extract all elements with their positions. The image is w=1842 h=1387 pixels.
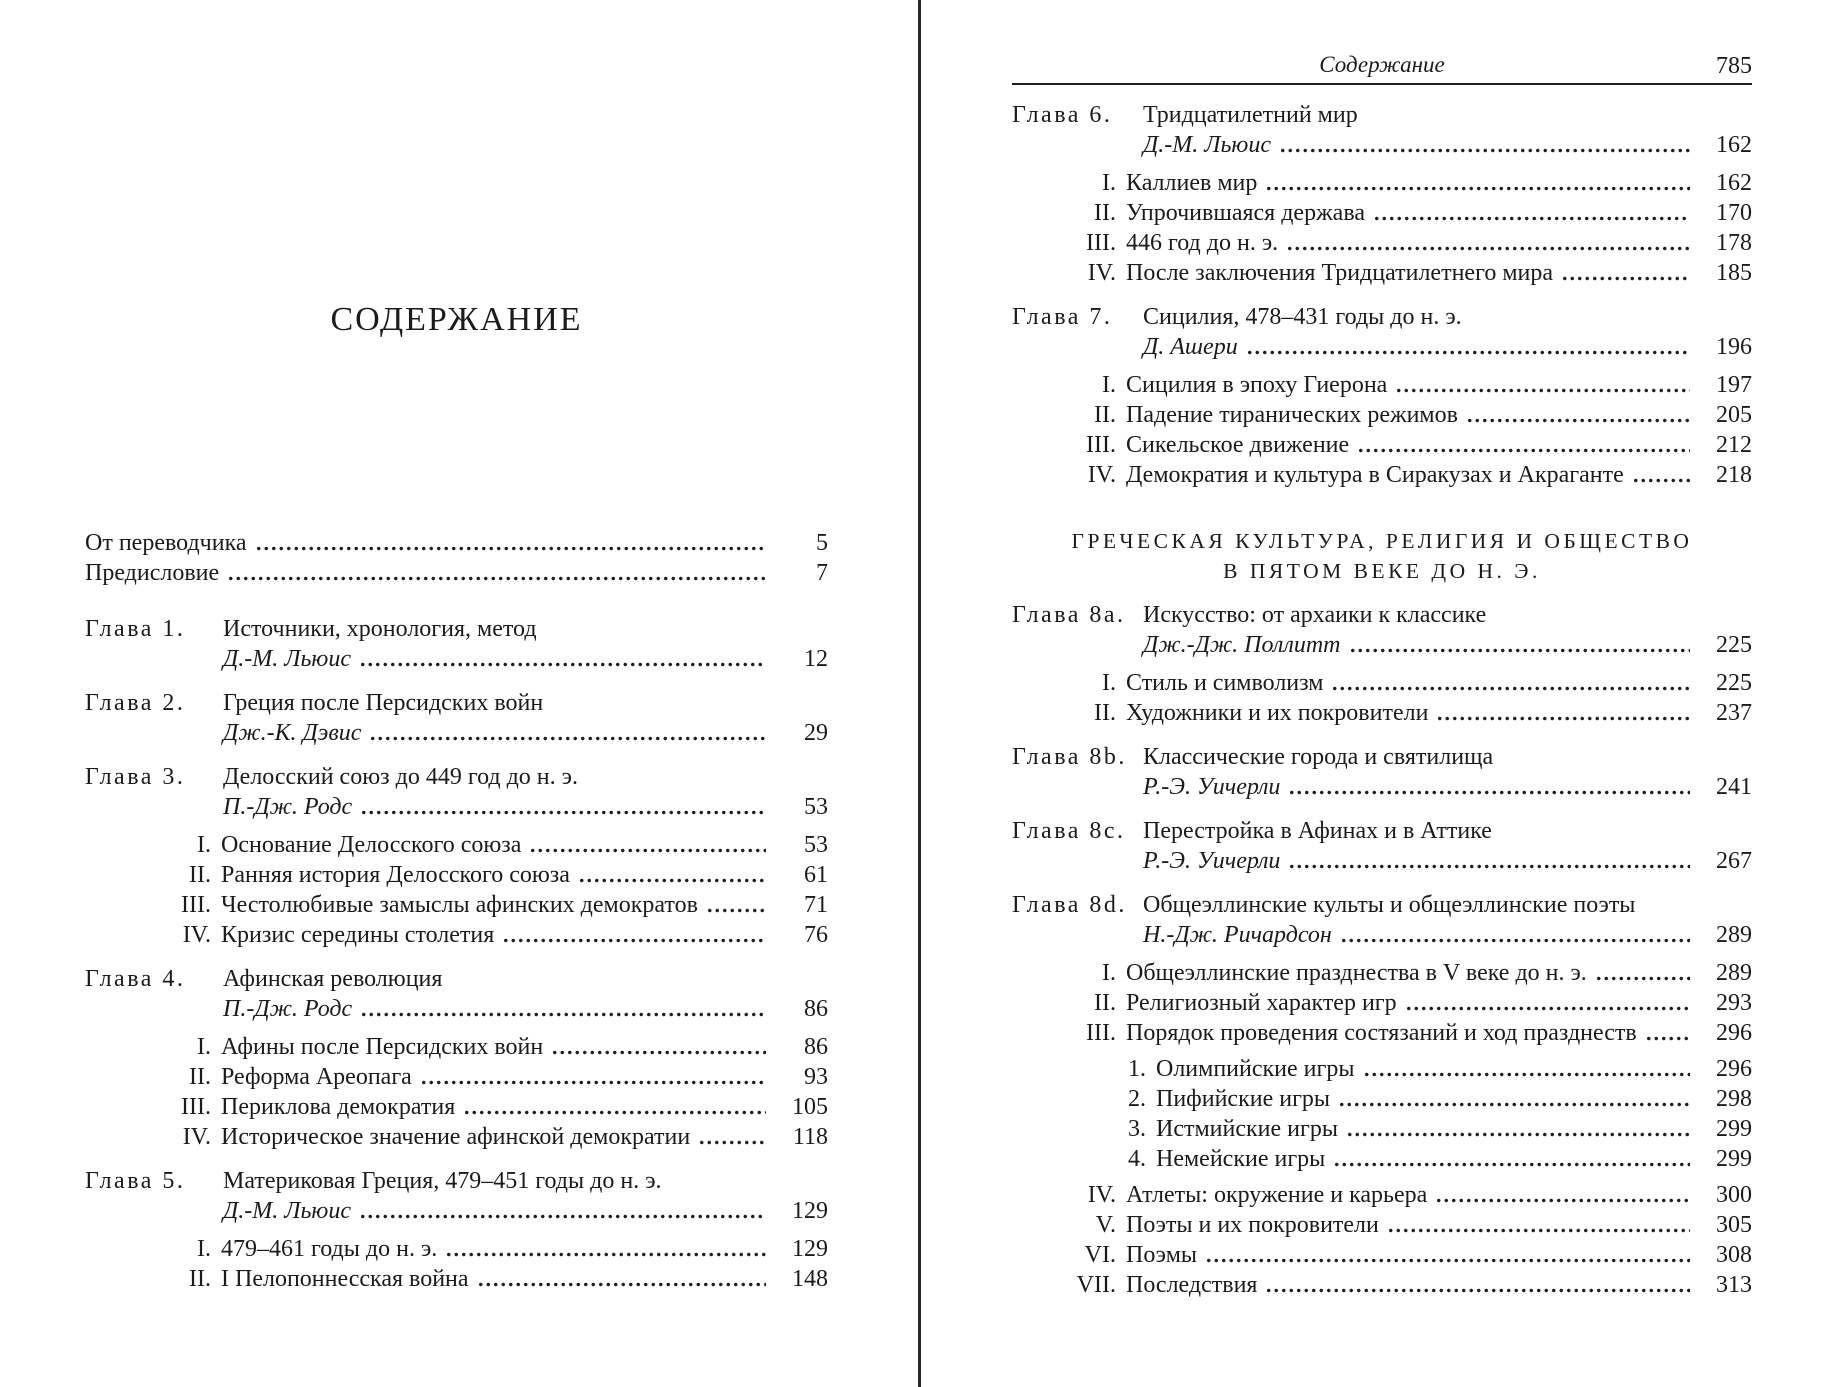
entry-number: 3. bbox=[1128, 1116, 1146, 1142]
toc-entry bbox=[1012, 258, 1752, 288]
entry-title: Кризис середины столетия bbox=[221, 922, 495, 948]
entry-title: Сицилия в эпоху Гиерона bbox=[1126, 372, 1388, 398]
entry-number: III. bbox=[1086, 1020, 1116, 1046]
entry-page-number: 178 bbox=[1716, 230, 1752, 256]
entry-page-number: 225 bbox=[1716, 632, 1752, 658]
chapter-author-line bbox=[1012, 630, 1752, 660]
entry-title: Порядок проведения состязаний и ход празднеств bbox=[1126, 1020, 1637, 1046]
entry-label: Предисловие bbox=[85, 560, 220, 586]
dot-leader bbox=[1205, 1258, 1690, 1263]
entry-page-number: 162 bbox=[1716, 132, 1752, 158]
dot-leader bbox=[706, 908, 766, 913]
entry-page-number: 293 bbox=[1716, 990, 1752, 1016]
entry-page-number: 86 bbox=[804, 1034, 828, 1060]
dot-leader bbox=[477, 1282, 766, 1287]
entry-page-number: 299 bbox=[1716, 1116, 1752, 1142]
entry-page-number: 289 bbox=[1716, 960, 1752, 986]
dot-leader bbox=[360, 1012, 766, 1017]
entry-number: III. bbox=[181, 892, 211, 918]
chapter-author-line bbox=[1012, 772, 1752, 802]
entry-number: I. bbox=[197, 1034, 211, 1060]
entry-page-number: 93 bbox=[804, 1064, 828, 1090]
toc-entry bbox=[85, 830, 828, 860]
entry-number: II. bbox=[1094, 200, 1116, 226]
dot-leader bbox=[359, 662, 766, 667]
toc-entry bbox=[1012, 988, 1752, 1018]
dot-leader bbox=[445, 1252, 766, 1257]
entry-title: Падение тиранических режимов bbox=[1126, 402, 1458, 428]
toc-entry bbox=[1012, 1084, 1752, 1114]
entry-page-number: 148 bbox=[792, 1266, 828, 1292]
entry-title: Атлеты: окружение и карьера bbox=[1126, 1182, 1428, 1208]
dot-leader bbox=[1373, 216, 1690, 221]
toc-entry bbox=[1012, 1240, 1752, 1270]
toc-chapter-entry bbox=[1012, 742, 1752, 802]
chapter-title: Тридцатилетний мир bbox=[1143, 102, 1358, 128]
entry-page-number: 129 bbox=[792, 1236, 828, 1262]
chapter-label: Глава 2. bbox=[85, 690, 186, 716]
entry-page-number: 300 bbox=[1716, 1182, 1752, 1208]
chapter-title-line bbox=[1012, 100, 1752, 130]
chapter-title-line bbox=[85, 762, 828, 792]
toc-chapter-entry bbox=[1012, 816, 1752, 876]
entry-title: Демократия и культура в Сиракузах и Акраганте bbox=[1126, 462, 1624, 488]
chapter-author-line bbox=[85, 1196, 828, 1226]
entry-number: 2. bbox=[1128, 1086, 1146, 1112]
dot-leader bbox=[1466, 418, 1690, 423]
dot-leader bbox=[1340, 938, 1690, 943]
entry-title: Основание Делосского союза bbox=[221, 832, 522, 858]
entry-page-number: 170 bbox=[1716, 200, 1752, 226]
chapter-title: Греция после Персидских войн bbox=[223, 690, 544, 716]
toc-chapter-entry bbox=[1012, 600, 1752, 660]
dot-leader bbox=[1265, 186, 1690, 191]
chapter-title: Сицилия, 478–431 годы до н. э. bbox=[1143, 304, 1462, 330]
entry-page-number: 196 bbox=[1716, 334, 1752, 360]
entry-number: II. bbox=[189, 862, 211, 888]
toc-entry bbox=[85, 528, 828, 558]
entry-number: III. bbox=[181, 1094, 211, 1120]
entry-title: Последствия bbox=[1126, 1272, 1258, 1298]
entry-page-number: 289 bbox=[1716, 922, 1752, 948]
dot-leader bbox=[255, 546, 766, 551]
entry-number: II. bbox=[1094, 402, 1116, 428]
dot-leader bbox=[1338, 1102, 1690, 1107]
toc-entry bbox=[1012, 1114, 1752, 1144]
chapter-label: Глава 1. bbox=[85, 616, 186, 642]
entry-title: Ранняя история Делосского союза bbox=[221, 862, 570, 888]
toc-entry bbox=[1012, 228, 1752, 258]
toc-entry bbox=[85, 1122, 828, 1152]
entry-number: II. bbox=[1094, 700, 1116, 726]
left-entries bbox=[85, 528, 828, 1294]
entry-title: Общеэллинские празднества в V веке до н. э. bbox=[1126, 960, 1587, 986]
chapter-title-line bbox=[1012, 890, 1752, 920]
entry-title: Каллиев мир bbox=[1126, 170, 1258, 196]
chapter-title: Источники, хронология, метод bbox=[223, 616, 537, 642]
chapter-label: Глава 8b. bbox=[1012, 744, 1127, 770]
chapter-title-line bbox=[85, 1166, 828, 1196]
chapter-title: Перестройка в Афинах и в Аттике bbox=[1143, 818, 1492, 844]
dot-leader bbox=[360, 810, 766, 815]
entry-page-number: 313 bbox=[1716, 1272, 1752, 1298]
toc-entry bbox=[85, 1264, 828, 1294]
dot-leader bbox=[1405, 1006, 1690, 1011]
entry-number: I. bbox=[197, 1236, 211, 1262]
page-divider bbox=[918, 0, 921, 1387]
running-header bbox=[1012, 50, 1752, 80]
toc-entry bbox=[1012, 400, 1752, 430]
toc-page-right bbox=[1012, 0, 1752, 1387]
entry-page-number: 197 bbox=[1716, 372, 1752, 398]
dot-leader bbox=[1436, 716, 1690, 721]
heading-line: В ПЯТОМ ВЕКЕ ДО Н. Э. bbox=[1223, 559, 1541, 583]
dot-leader bbox=[1333, 1162, 1690, 1167]
toc-entry bbox=[85, 920, 828, 950]
toc-entry bbox=[1012, 1210, 1752, 1240]
entry-number: I. bbox=[1102, 670, 1116, 696]
entry-number: 4. bbox=[1128, 1146, 1146, 1172]
entry-title: Афины после Персидских войн bbox=[221, 1034, 544, 1060]
entry-number: IV. bbox=[1087, 1182, 1116, 1208]
entry-page-number: 299 bbox=[1716, 1146, 1752, 1172]
chapter-title-line bbox=[1012, 816, 1752, 846]
toc-page-left bbox=[85, 0, 828, 1387]
entry-title: Художники и их покровители bbox=[1126, 700, 1429, 726]
chapter-title-line bbox=[1012, 302, 1752, 332]
entry-page-number: 86 bbox=[804, 996, 828, 1022]
chapter-title: Общеэллинские культы и общеэллинские поэты bbox=[1143, 892, 1636, 918]
entry-number: I. bbox=[1102, 372, 1116, 398]
entry-number: II. bbox=[1094, 990, 1116, 1016]
entry-page-number: 212 bbox=[1716, 432, 1752, 458]
toc-entry bbox=[1012, 460, 1752, 490]
entry-page-number: 296 bbox=[1716, 1020, 1752, 1046]
entry-number: IV. bbox=[1087, 462, 1116, 488]
entry-number: IV. bbox=[182, 1124, 211, 1150]
toc-chapter-entry bbox=[85, 1166, 828, 1226]
entry-page-number: 308 bbox=[1716, 1242, 1752, 1268]
section-group-heading bbox=[1012, 526, 1752, 586]
toc-entry bbox=[1012, 1018, 1752, 1048]
toc-entry bbox=[85, 860, 828, 890]
entry-title: Поэмы bbox=[1126, 1242, 1198, 1268]
chapter-author: Д.-М. Льюис bbox=[1143, 132, 1272, 158]
page-number: 785 bbox=[1716, 53, 1752, 79]
entry-number: II. bbox=[189, 1266, 211, 1292]
chapter-author: П.-Дж. Родс bbox=[223, 794, 353, 820]
chapter-author-line bbox=[1012, 332, 1752, 362]
chapter-label: Глава 8c. bbox=[1012, 818, 1126, 844]
entry-title: Поэты и их покровители bbox=[1126, 1212, 1379, 1238]
dot-leader bbox=[1288, 864, 1690, 869]
chapter-author: Д. Ашери bbox=[1143, 334, 1238, 360]
entry-number: I. bbox=[197, 832, 211, 858]
entry-page-number: 218 bbox=[1716, 462, 1752, 488]
chapter-title-line bbox=[85, 688, 828, 718]
chapter-author: Дж.-Дж. Поллитт bbox=[1143, 632, 1341, 658]
toc-title: СОДЕРЖАНИЕ bbox=[330, 301, 583, 338]
entry-page-number: 267 bbox=[1716, 848, 1752, 874]
entry-page-number: 296 bbox=[1716, 1056, 1752, 1082]
dot-leader bbox=[1346, 1132, 1690, 1137]
entry-title: 446 год до н. э. bbox=[1126, 230, 1279, 256]
toc-entry bbox=[1012, 1054, 1752, 1084]
entry-number: I. bbox=[1102, 960, 1116, 986]
toc-chapter-entry bbox=[85, 964, 828, 1024]
entry-title: I Пелопоннесская война bbox=[221, 1266, 469, 1292]
entry-page-number: 105 bbox=[792, 1094, 828, 1120]
entry-page-number: 53 bbox=[804, 794, 828, 820]
chapter-author-line bbox=[85, 994, 828, 1024]
toc-entry bbox=[85, 1032, 828, 1062]
toc-entry bbox=[85, 890, 828, 920]
entry-title: Упрочившаяся держава bbox=[1126, 200, 1365, 226]
dot-leader bbox=[227, 576, 766, 581]
dot-leader bbox=[551, 1050, 766, 1055]
entry-number: III. bbox=[1086, 432, 1116, 458]
chapter-title: Материковая Греция, 479–451 годы до н. э. bbox=[223, 1168, 662, 1194]
toc-entry bbox=[85, 558, 828, 588]
entry-number: IV. bbox=[182, 922, 211, 948]
toc-chapter-entry bbox=[85, 762, 828, 822]
dot-leader bbox=[1357, 448, 1690, 453]
entry-page-number: 53 bbox=[804, 832, 828, 858]
entry-number: 1. bbox=[1128, 1056, 1146, 1082]
toc-entry bbox=[85, 1062, 828, 1092]
entry-page-number: 29 bbox=[804, 720, 828, 746]
chapter-author-line bbox=[1012, 920, 1752, 950]
entry-title: Истмийские игры bbox=[1156, 1116, 1338, 1142]
chapter-label: Глава 6. bbox=[1012, 102, 1113, 128]
dot-leader bbox=[1331, 686, 1690, 691]
entry-title: Историческое значение афинской демократии bbox=[221, 1124, 691, 1150]
chapter-author: П.-Дж. Родс bbox=[223, 996, 353, 1022]
dot-leader bbox=[1265, 1288, 1690, 1293]
toc-entry bbox=[1012, 668, 1752, 698]
dot-leader bbox=[369, 736, 766, 741]
entry-page-number: 205 bbox=[1716, 402, 1752, 428]
chapter-title-line bbox=[85, 614, 828, 644]
toc-entry bbox=[1012, 1270, 1752, 1300]
chapter-author: Н.-Дж. Ричардсон bbox=[1143, 922, 1332, 948]
entry-number: I. bbox=[1102, 170, 1116, 196]
dot-leader bbox=[1286, 246, 1690, 251]
dot-leader bbox=[1279, 148, 1690, 153]
dot-leader bbox=[1561, 276, 1690, 281]
entry-page-number: 129 bbox=[792, 1198, 828, 1224]
entry-page-number: 118 bbox=[792, 1124, 828, 1150]
chapter-author-line bbox=[85, 792, 828, 822]
toc-chapter-entry bbox=[1012, 100, 1752, 160]
dot-leader bbox=[698, 1140, 766, 1145]
entry-title: Периклова демократия bbox=[221, 1094, 456, 1120]
entry-number: III. bbox=[1086, 230, 1116, 256]
dot-leader bbox=[1387, 1228, 1690, 1233]
entry-page-number: 76 bbox=[804, 922, 828, 948]
running-header-title: Содержание bbox=[1319, 52, 1445, 77]
entry-page-number: 298 bbox=[1716, 1086, 1752, 1112]
entry-number: VI. bbox=[1084, 1242, 1116, 1268]
entry-page-number: 7 bbox=[816, 560, 828, 586]
entry-page-number: 61 bbox=[804, 862, 828, 888]
chapter-author-line bbox=[85, 644, 828, 674]
dot-leader bbox=[1395, 388, 1690, 393]
chapter-title-line bbox=[1012, 600, 1752, 630]
dot-leader bbox=[1349, 648, 1690, 653]
chapter-label: Глава 5. bbox=[85, 1168, 186, 1194]
dot-leader bbox=[420, 1080, 766, 1085]
chapter-label: Глава 7. bbox=[1012, 304, 1113, 330]
toc-chapter-entry bbox=[85, 614, 828, 674]
dot-leader bbox=[1435, 1198, 1690, 1203]
entry-number: II. bbox=[189, 1064, 211, 1090]
entry-page-number: 71 bbox=[804, 892, 828, 918]
entry-page-number: 5 bbox=[816, 530, 828, 556]
entry-page-number: 241 bbox=[1716, 774, 1752, 800]
dot-leader bbox=[1595, 976, 1690, 981]
entry-label: От переводчика bbox=[85, 530, 247, 556]
chapter-author: Р.-Э. Уичерли bbox=[1143, 848, 1281, 874]
toc-chapter-entry bbox=[1012, 890, 1752, 950]
dot-leader bbox=[529, 848, 766, 853]
chapter-title: Афинская революция bbox=[223, 966, 443, 992]
entry-title: Стиль и символизм bbox=[1126, 670, 1324, 696]
header-rule bbox=[1012, 83, 1752, 85]
chapter-author-line bbox=[1012, 846, 1752, 876]
dot-leader bbox=[359, 1214, 766, 1219]
chapter-title: Делосский союз до 449 год до н. э. bbox=[223, 764, 578, 790]
dot-leader bbox=[1645, 1036, 1690, 1041]
toc-entry bbox=[1012, 370, 1752, 400]
chapter-label: Глава 8a. bbox=[1012, 602, 1126, 628]
entry-title: Религиозный характер игр bbox=[1126, 990, 1397, 1016]
toc-chapter-entry bbox=[1012, 302, 1752, 362]
chapter-label: Глава 4. bbox=[85, 966, 186, 992]
dot-leader bbox=[1632, 478, 1690, 483]
entry-title: Немейские игры bbox=[1156, 1146, 1326, 1172]
entry-number: V. bbox=[1095, 1212, 1116, 1238]
dot-leader bbox=[578, 878, 766, 883]
dot-leader bbox=[1288, 790, 1690, 795]
chapter-author: Д.-М. Льюис bbox=[223, 646, 352, 672]
chapter-author-line bbox=[1012, 130, 1752, 160]
chapter-author: Д.-М. Льюис bbox=[223, 1198, 352, 1224]
dot-leader bbox=[1363, 1072, 1691, 1077]
chapter-title: Искусство: от архаики к классике bbox=[1143, 602, 1487, 628]
toc-entry bbox=[1012, 958, 1752, 988]
toc-entry bbox=[1012, 198, 1752, 228]
entry-page-number: 237 bbox=[1716, 700, 1752, 726]
chapter-author: Дж.-К. Дэвис bbox=[223, 720, 362, 746]
toc-entry bbox=[1012, 168, 1752, 198]
toc-entry bbox=[1012, 1180, 1752, 1210]
entry-number: IV. bbox=[1087, 260, 1116, 286]
entry-page-number: 12 bbox=[804, 646, 828, 672]
entry-title: 479–461 годы до н. э. bbox=[221, 1236, 438, 1262]
entry-title: Честолюбивые замыслы афинских демократов bbox=[221, 892, 698, 918]
chapter-title: Классические города и святилища bbox=[1143, 744, 1494, 770]
entry-page-number: 185 bbox=[1716, 260, 1752, 286]
dot-leader bbox=[463, 1110, 766, 1115]
toc-entry bbox=[1012, 698, 1752, 728]
entry-number: VII. bbox=[1076, 1272, 1116, 1298]
entry-title: Реформа Ареопага bbox=[221, 1064, 412, 1090]
chapter-title-line bbox=[85, 964, 828, 994]
entry-title: После заключения Тридцатилетнего мира bbox=[1126, 260, 1553, 286]
chapter-label: Глава 3. bbox=[85, 764, 186, 790]
dot-leader bbox=[1246, 350, 1690, 355]
dot-leader bbox=[502, 938, 766, 943]
toc-chapter-entry bbox=[85, 688, 828, 748]
entry-page-number: 225 bbox=[1716, 670, 1752, 696]
entry-page-number: 162 bbox=[1716, 170, 1752, 196]
toc-entry bbox=[1012, 1144, 1752, 1174]
entry-page-number: 305 bbox=[1716, 1212, 1752, 1238]
toc-entry bbox=[1012, 430, 1752, 460]
chapter-author-line bbox=[85, 718, 828, 748]
toc-entry bbox=[85, 1234, 828, 1264]
entry-title: Пифийские игры bbox=[1156, 1086, 1331, 1112]
toc-entry bbox=[85, 1092, 828, 1122]
heading-line: ГРЕЧЕСКАЯ КУЛЬТУРА, РЕЛИГИЯ И ОБЩЕСТВО bbox=[1071, 529, 1693, 553]
chapter-label: Глава 8d. bbox=[1012, 892, 1127, 918]
entry-title: Сикельское движение bbox=[1126, 432, 1350, 458]
chapter-author: Р.-Э. Уичерли bbox=[1143, 774, 1281, 800]
entry-title: Олимпийские игры bbox=[1156, 1056, 1355, 1082]
right-entries bbox=[1012, 100, 1752, 1300]
chapter-title-line bbox=[1012, 742, 1752, 772]
